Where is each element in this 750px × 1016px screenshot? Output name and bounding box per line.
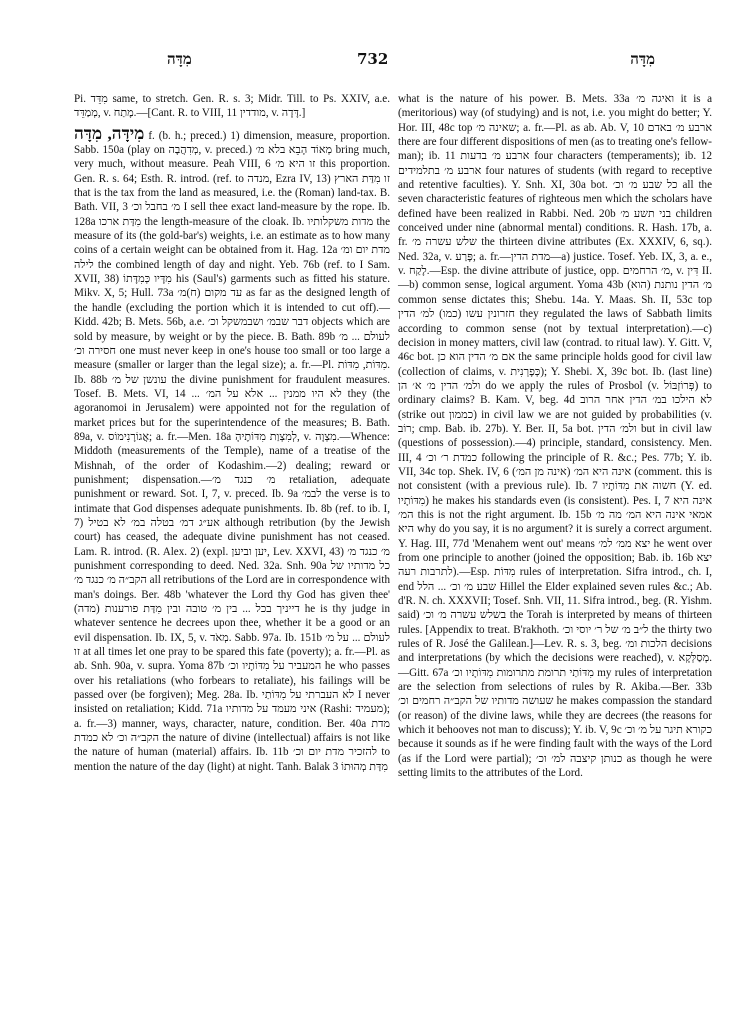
left-column xyxy=(74,92,390,774)
entry-headword: מִידָּה, מִדָּה xyxy=(74,123,145,143)
header-right-word: מִדָּה xyxy=(630,50,655,68)
page-number: 732 xyxy=(357,50,389,68)
entry-body: f. (b. h.; preced.) 1) dimension, measure, proportion. Sabb. 150a (play on מְדִהֲבָה, v. preced.) מְאוֹד הָבֵא בלא מ׳ bring much, very much, without measure. Peah VIII, 6 זו היא מ׳ this proportion. Gen. R. s. 64; Esth. R. introd. (ref. to מנדה, Ezra IV, 13) זו מִדַּת הארץ that is the tax from the land as measured, i.e. the (Roman) land-tax. B. Bath. VII, 3 מ׳ בחבל וכ׳ I sell thee exact land-measure by the rope. Ib. 128a מִדַּת ארכו the length-measure of the cloak. Ib. מדות משקלותיו the measure of its (the gold-bar's) weights, i.e. an estimate as to how many coins of a certain weight can be obtained from it. Hag. 12a מדת יום ומ׳ לילה the combined length of day and night. Yeb. 76b (ref. to I Sam. XVII, 38) מִדָּיו כְּמִדָּתוֹ his (Saul's) garments such as fitted his stature. Mikv. X, 5; Hull. 73a עד מקום (ח)מ׳ as far as the designed length of the handle (excluding the portion which it is intended to cut off).—Kidd. 42b; B. Mets. 56b, a.e. דבר שבמ׳ ושבמשקל וכ׳ objects which are sold by measure, by weight or by the piece. B. Bath. 89b לעולם ... מ׳ חסירה וכ׳ one must never keep in one's house too small or too large a measure (smaller or larger than the legal size); a. fr.—Pl. מִדּוֹת, מִדּוֹת. Ib. 88b עונשן של מ׳ the divine punishment for fraudulent measures. Tosef. B. Mets. VI, 14 ... לא היו ממנין ... אלא על המ׳ they (the agoranomoi in Jerusalem) were appointed not for the regulation of market prices but for the superintendence of the measures; B. Bath. 89a, v. אֲגוֹרָנִימוֹס; a. fr.—Men. 18a לְמִצְוַת מִדּוֹתֶיהָ, v. מִצְוָה.—Whence: Middoth (measurements of the Temple), name of a treatise of the Mishnah, of the order of Kodashim.—2) dealing; reward or punishment; dispensation.—מ׳ כנגד מ׳ retaliation, adequate punishment or reward. Sot. I, 7, v. preced. Ib. 9a לבמ׳ the verse is to intimate that God dispenses adequate punishments. Ib. 8b (ref. to ib. I, 7) אע״ג דמ׳ בטלה במ׳ לא בטיל although retribution (by the Jewish court) has ceased, the adequate divine punishment has not ceased. Lam. R. introd. (R. Alex. 2) (expl. יען וביען, Lev. XXVI, 43) מ׳ כנגד מ׳ punishment corresponding to deed. Ned. 32a. Snh. 90a כל מדותיו של הקב״ה מ׳ כנגד מ׳ all retributions of the Lord are in correspondence with man's doings. Ber. 48b 'whatever the Lord thy God has given thee' (מדה) דייניך בכל ... בין מ׳ טובה ובין מִדַּת פורענות he is thy judge in whatever sentence he decrees upon thee, whether it be a good or an evil dispensation. Ib. IX, 5, v. מְאֹד. Sabb. 97a. Ib. 151b לעולם ... על מ׳ זו at all times let one pray to be spared this fate (poverty); a. fr.—Pl. as ab. Snh. 90a, v. supra. Yoma 87b המעביר על מִדּוֹתָיו וכ׳ he who passes over his retaliations (who forbears to retaliate), his failings will be passed over (be forgiven); Meg. 28a. Ib. לא העברתי על מִדּוֹתַי I never insisted on retaliation; Kidd. 71a איני מעמד על מדותיו (Rashi: מעמיד); a. fr.—3) manner, ways, character, nature, condition. Ber. 40a מדת הקב״ה וכ׳ לא כמדת the nature of divine (intellectual) affairs is not like the nature of human (material) affairs. Ib. 11b להזכיר מדת יום וכ׳ to mention the nature of the day (light) at night. Tanh. Balak 3 מִדַּת מְהוּתוֹ xyxy=(74,129,391,773)
intro-paragraph: Pi. מִדֵּד same, to stretch. Gen. R. s. 3; Midr. Till. to Ps. XXIV, a.e. מְמַדֵּד, v. מָתַח.—[Cant. R. to VIII, 11 מודדין, v. דָּדָה.] xyxy=(74,93,390,120)
header-left-word: מִדָּה xyxy=(167,50,192,68)
page-header xyxy=(75,50,685,72)
entry-paragraph xyxy=(74,123,391,774)
right-column xyxy=(398,92,712,781)
continuation-paragraph: what is the nature of his power. B. Mets. 33a ואיגה מ׳ it is a (meritorious) way (of studying) and is not, i.e. you might do better; Y. Hor. III, 48c top שאינה מ׳; a. fr.—Pl. as ab. Ab. V, 10 ארבע מ׳ באדם there are four different dispositions of men (as to treating one's fellow-man); ib. 11 ארבע מ׳ בדעות four characters (temperaments); ib. 12 ארבע מ׳ בתלמידים four natures of students (with regard to receptive and retentive faculties). Y. Snh. XI, 30a bot. כל שבע מ׳ וכ׳ all the seven characteristic features of righteous men which the scholars have defined have been realized in Rabbi. Ned. 20b בני תשע מ׳ children conceived under nine (abnormal mental) conditions. R. Hash. 17b, a. fr. שלש עשרה מ׳ the thirteen divine attributes (Ex. XXXIV, 6, sq.). Ned. 32a, v. פָּרַע; a. fr.—מדת הדין—a) justice. Tosef. Yeb. IX, 3, a. e., v. לָקַח.—Esp. the divine attribute of justice, opp. מ׳ הרחמים, v. דִּין II.—b) common sense, logical argument. Yoma 43b (הוא) מ׳ הדין נותנת common sense dictates this; Shebu. 14a. Y. Maas. Sh. II, 53c top חזרונין עשו (כמו) למ׳ הדין they regulated the laws of Sabbath limits according to common sense (not by textual interpretation).—c) decision in money matters, civil law (contrad. to ritual law). Y. Gitt. V, 46c bot. אם מ׳ הדין הוא כן the same principle holds good for civil law (collection of claims, v. כְּפָרְנִית); Y. Shebi. X, 39c bot. Ib. (last line) ולמ׳ הדין מ׳ א׳ הן do we apply the rules of Prosbol (v. פְּרוֹזְבּוֹל) to ordinary claims? B. Kam. V, beg. 4d לא הילכו במ׳ הדין אחר הרוב (strike out כממון) in civil law we are not guided by probabilities (v. רוֹב; cmp. Bab. ib. 27b). Y. Ber. II, 5a bot. ולמ׳ הדין but in civil law (questions of possession).—4) principle, standard, consistency. Men. III, 4 כמדת ר׳ וכ׳ following the principle of R. &c.; Pes. 77b; Y. ib. VII, 34c top. Shek. IV, 6 (אינה מן המ׳) אינה היא המ׳ (comment. this is not consistent (with a previous rule). Ib. 7 חשוה את מִדּוֹתָיו (Y. ed. מִדּוֹתָיו) he makes his standards even (is consistent). Pes. I, 7 אינה היא המ׳ this is not the right argument. Ib. 15b אמאי אינה היא המ׳ מה מ׳ היא why do you say, it is no argument? it is surely a correct argument. Y. Hag. III, 77d 'Menahem went out' means יצא ממ׳ למ׳ he went over from one principle to another (joined the opposition; Bab. ib. 16b יצא לתרבות רעה).—Esp. מִדּוֹת rules of interpretation. Sifra introd., ch. I, end שבע מ׳ וכ׳ ... הלל Hillel the Elder explained seven rules &c.; Ab. d'R. N. ch. XXXVII; Tosef. Snh. VII, 11. Sifra introd., beg. (R. Yishm. said) בשלש עשרה מ׳ וכ׳ the Torah is interpreted by means of thirteen rules. [Appendix to treat. B'rakhoth. ל״ב מ׳ של ר׳ יוסי וכ׳ the thirty two rules of R. José the Galilean.]—Lev. R. s. 3, beg. הלכות ומ׳ decisions and interpretations (by which the decisions were reached), v. מְסַלְּקָא.—Gitt. 67a מִדּוֹתַי תרומת מתרומות מִדּוֹתָיו וכ׳ my rules of interpretation are the selection from selections of rules by R. Akiba.—Ber. 33b שעושה מדותיו של הקב״ה רחמים וכ׳ he makes compassion the standard (or reason) of the divine laws, while they are decrees (the reasons for which it behooves not man to discuss); Y. ib. V, 9c כקורא תיגר על מ׳ וכ׳ because it sounds as if he were finding fault with the ways of the Lord (as if the Lord were partial); כנותן קיצבה למ׳ וכ׳ as though he were setting limits to the attributes of the Lord. xyxy=(398,93,713,780)
